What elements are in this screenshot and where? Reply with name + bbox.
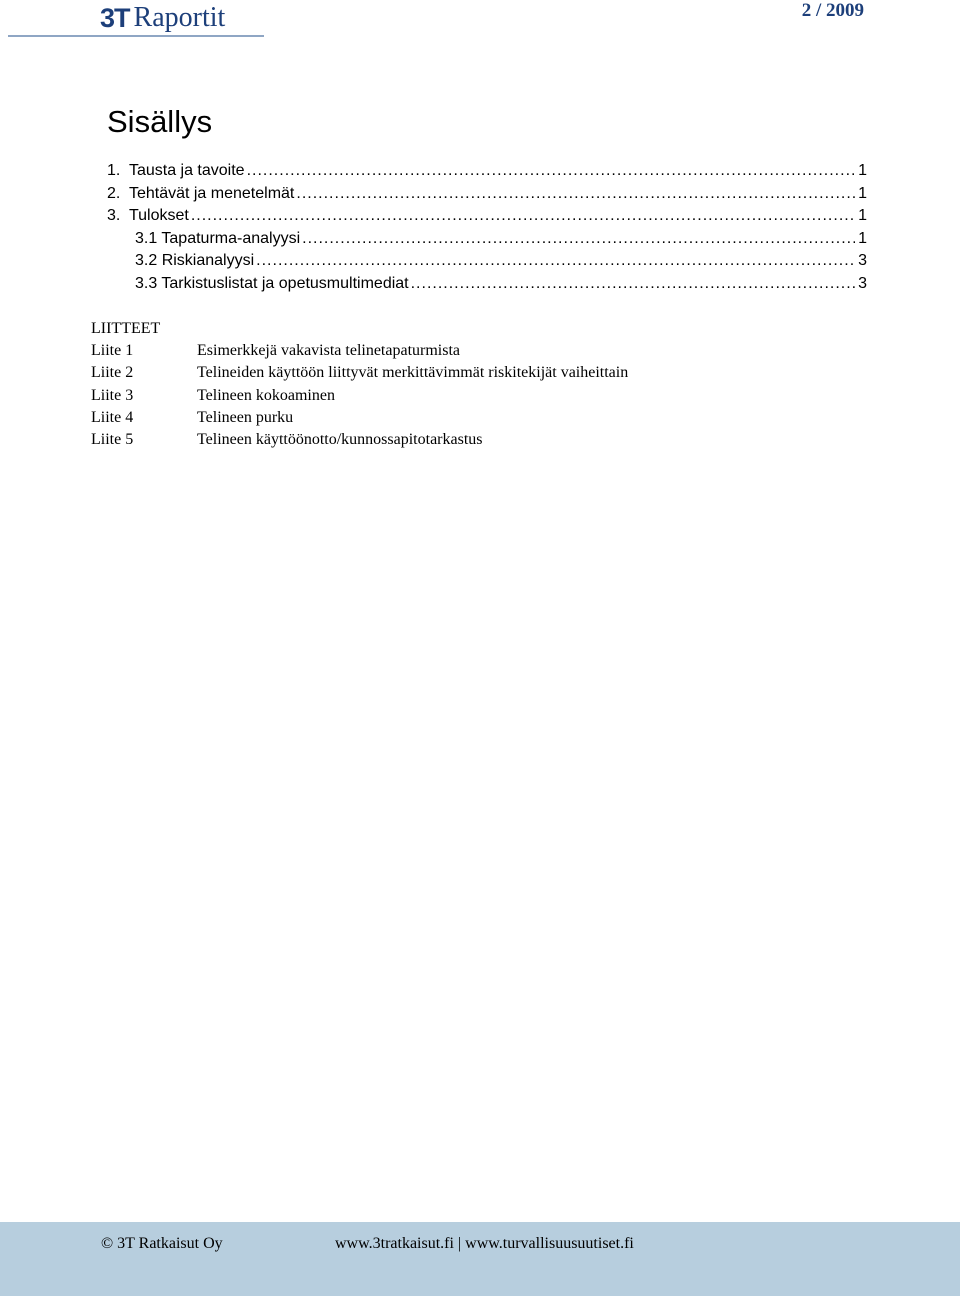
toc-leader	[191, 207, 855, 225]
attachment-title: Telineiden käyttöön liittyvät merkittävimmät riskitekijät vaiheittain	[197, 364, 629, 382]
toc-subentry[interactable]	[107, 252, 867, 275]
toc-entry-label: 3. Tulokset	[107, 207, 189, 224]
toc-entry[interactable]	[107, 207, 867, 230]
attachments-heading: LIITTEET	[91, 320, 161, 337]
toc-subentry[interactable]	[107, 275, 867, 298]
page-title: Sisällys	[107, 104, 213, 139]
toc-entry-page: 1	[858, 184, 867, 202]
toc-leader	[256, 252, 855, 270]
attachment-row	[91, 362, 871, 384]
toc-entry-label: 3.2 Riskianalyysi	[135, 252, 255, 269]
attachment-row	[91, 407, 871, 429]
toc-subentry[interactable]	[107, 230, 867, 253]
toc-entry-page: 1	[858, 162, 867, 179]
logo-name: Raportit	[133, 2, 226, 33]
header-divider	[8, 35, 264, 37]
toc-entry-label: 3.1 Tapaturma-analyysi	[135, 229, 301, 247]
attachment-title: Telineen kokoaminen	[197, 386, 335, 404]
attachment-id: Liite 5	[91, 431, 134, 449]
toc-entry-label: 1. Tausta ja tavoite	[107, 162, 245, 179]
toc-entry-page: 1	[858, 229, 867, 247]
toc-entry-page: 1	[858, 207, 867, 224]
toc-entry[interactable]	[107, 185, 867, 208]
toc-leader	[296, 185, 855, 203]
attachment-title: Telineen käyttöönotto/kunnossapitotarkastus	[197, 431, 483, 449]
attachment-row	[91, 340, 871, 362]
attachment-title: Telineen purku	[197, 408, 294, 426]
toc-entry-page: 3	[858, 274, 867, 292]
page-header	[0, 0, 960, 45]
issue-number: 2 / 2009	[801, 0, 864, 21]
toc-entry[interactable]	[107, 162, 867, 185]
logo	[100, 0, 225, 40]
toc-leader	[302, 230, 855, 248]
toc-leader	[411, 275, 855, 293]
table-of-contents	[107, 162, 867, 297]
logo-brand: 3T	[100, 3, 130, 33]
page-footer	[0, 1222, 960, 1296]
attachment-title: Esimerkkejä vakavista telinetapaturmista	[197, 342, 461, 359]
attachment-id: Liite 3	[91, 386, 134, 404]
toc-leader	[247, 162, 855, 180]
toc-entry-label: 3.3 Tarkistuslistat ja opetusmultimediat	[135, 274, 409, 292]
attachment-row	[91, 429, 871, 451]
attachment-id: Liite 4	[91, 408, 134, 426]
footer-copyright: © 3T Ratkaisut Oy	[101, 1235, 223, 1252]
attachment-id: Liite 1	[91, 342, 134, 359]
footer-links[interactable]: www.3tratkaisut.fi | www.turvallisuusuutiset.fi	[335, 1235, 634, 1252]
attachment-id: Liite 2	[91, 364, 134, 382]
toc-entry-label: 2. Tehtävät ja menetelmät	[107, 184, 295, 202]
attachments-section	[91, 318, 871, 451]
attachment-row	[91, 385, 871, 407]
toc-entry-page: 3	[858, 252, 867, 269]
